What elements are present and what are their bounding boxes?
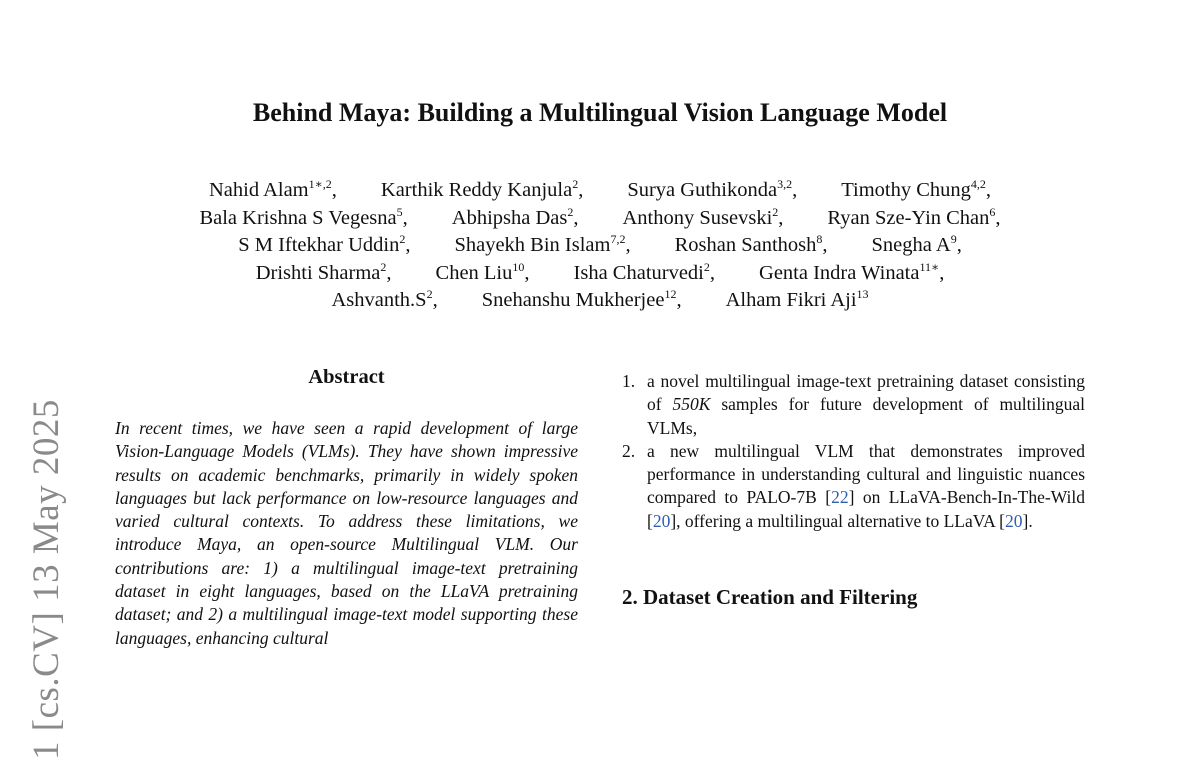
contribution-number: 1. [622,371,636,391]
emphasis-text: 550K [672,394,711,415]
author-name: Anthony Susevski [622,206,773,229]
author-line [110,287,1090,315]
abstract-text: In recent times, we have seen a rapid development of large Vision-Language Models (VLMs). They have shown impressive results on academic benchmarks, primarily in widely spoken languages but lack performance on low-resource languages and varied cultural contexts. To address these limitations, we introduce Maya, an open-source Multilingual VLM. Our contributions are: 1) a multilingual image-text pretraining dataset in eight languages, based on the LLaVA pretraining dataset; and 2) a multilingual image-text model supporting these languages, enhancing cultural [115,418,578,648]
author-name: Snehanshu Mukherjee [481,289,665,311]
author-line [110,232,1090,260]
author-name: Surya Guthikonda [627,179,778,201]
arxiv-stamp-text: 1 [cs.CV] 13 May 2025 [26,399,67,760]
author-separator: , [676,289,682,311]
author-affiliation: 6 [989,204,996,219]
author-separator: , [386,261,392,284]
author-line [110,205,1090,233]
author-name: Karthik Reddy Kanjula [380,179,573,201]
author-separator: , [432,289,438,311]
author [675,234,828,256]
author-affiliation: 2 [772,204,779,219]
arxiv-stamp [24,260,74,760]
abstract-heading: Abstract [308,366,385,388]
author [841,179,991,201]
author-affiliation: 5 [396,204,403,219]
author-name: Genta Indra Winata [759,261,920,284]
author-affiliation: 11∗ [919,259,940,274]
author-affiliation: 2 [567,204,574,219]
author-separator: , [792,179,798,201]
author-name: Drishti Sharma [255,261,381,284]
author-separator: , [995,206,1001,229]
author-separator: , [405,234,411,256]
citation-link[interactable]: 20 [652,510,671,531]
author [331,289,437,311]
author-affiliation: 1∗,2 [308,177,332,191]
author-affiliation: 3,2 [777,177,793,191]
author-separator: , [956,234,962,256]
author-separator: , [331,179,337,201]
author-line [110,260,1090,288]
author-affiliation: 10 [512,259,525,274]
author-affiliation: 9 [950,232,957,246]
contribution-text: samples for future development of multilingual VLMs, [647,394,1086,438]
author-separator: , [939,261,945,284]
author-affiliation: 13 [856,287,869,301]
author [726,289,869,311]
contribution-text: ], offering a multilingual alternative to LLaVA [ [670,510,1006,531]
contribution-item [622,370,1085,440]
author-separator: , [578,179,584,201]
author-name: Alham Fikri Aji [725,289,857,311]
author [454,234,630,256]
author [622,204,784,229]
author-affiliation: 2 [426,287,433,301]
citation-link[interactable]: 22 [831,487,849,508]
author-name: Chen Liu [435,261,513,284]
author-name: Isha Chaturvedi [573,261,704,284]
author-affiliation: 12 [664,287,677,301]
author [255,259,392,284]
contribution-text: a novel multilingual image-text pretraining dataset consisting of [647,371,1085,415]
contribution-text: ]. [1022,510,1033,531]
author-separator: , [625,234,631,256]
author-name: Snegha A [871,234,951,256]
author-name: S M Iftekhar Uddin [238,234,400,256]
author-name: Abhipsha Das [451,206,568,229]
author [827,204,1001,229]
author-separator: , [822,234,828,256]
author-separator: , [402,206,408,229]
author-affiliation: 2 [399,232,406,246]
author-name: Ryan Sze-Yin Chan [827,206,990,229]
author-name: Bala Krishna S Vegesna [199,206,397,229]
author-name: Nahid Alam [208,179,309,201]
author-line [110,177,1090,205]
contribution-text: ] on LLaVA-Bench-In-The-Wild [ [647,487,1085,531]
author [627,179,797,201]
author-affiliation: 2 [380,259,387,274]
author-separator: , [985,179,992,201]
author-separator: , [524,261,530,284]
right-column [622,370,1085,610]
contribution-text: a new multilingual VLM that demonstrates improved performance in understanding cultural and linguistic nuances compared to PALO-7B [ [647,440,1085,508]
left-column [115,366,578,650]
author-affiliation: 2 [703,259,710,274]
section-heading: 2. Dataset Creation and Filtering [622,585,918,610]
author [199,204,408,229]
paper-title: Behind Maya: Building a Multilingual Vision Language Model [252,98,948,127]
author [872,234,962,256]
contribution-number: 2. [622,440,636,461]
author-name: Shayekh Bin Islam [454,234,611,256]
citation-link[interactable]: 20 [1005,510,1023,531]
author-separator: , [573,206,579,229]
author [435,259,530,284]
author-name: Ashvanth.S [331,289,427,311]
author-name: Timothy Chung [841,179,971,201]
author [451,204,579,229]
author-affiliation: 7,2 [610,232,626,246]
author [573,259,716,284]
author [482,289,682,311]
author-name: Roshan Santhosh [674,234,817,256]
author-separator: , [709,261,716,284]
author-separator: , [778,206,784,229]
author [209,179,337,201]
contribution-item [622,440,1085,533]
author-block [110,177,1090,315]
author [238,234,410,256]
author-affiliation: 8 [816,232,823,246]
author [759,259,945,284]
author-affiliation: 4,2 [970,177,986,191]
author-affiliation: 2 [572,177,579,191]
contribution-list [622,370,1085,533]
author [381,179,583,201]
